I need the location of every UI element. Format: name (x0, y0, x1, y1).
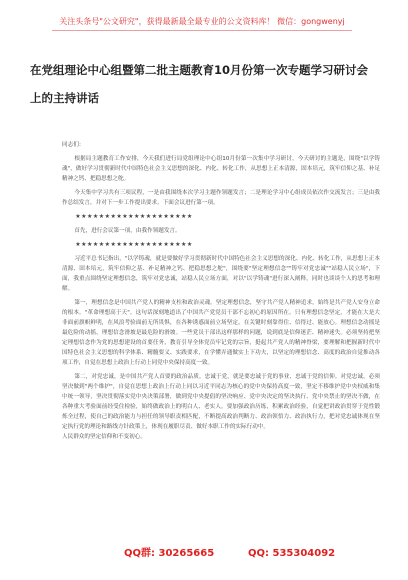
qq-contact-label: QQ: 535304092 (248, 548, 336, 559)
paragraph-tail: 人民群众的坚定信仰和不变初心。 (62, 434, 146, 440)
document-title: 在党组理论中心组暨第二批主题教育10月份第一次专题学习研讨会上的主持讲话 (30, 63, 368, 105)
paragraph-agenda: 今天集中学习共有三项议程，一是由我围绕本次学习主题作领题发言；二是理论学习中心组成员依次作交流发言；三是由我作总结发言，并对下一步工作提出要求。下面会议进行第一项。 (62, 190, 380, 206)
separator-stars: ★★★★★★★★★★★★★★★★★★★★ (75, 213, 193, 220)
top-banner: 关注头条号"公文研究"，获得最新最全最专业的公文资料库！ 微信：gongwenyj (52, 14, 352, 31)
paragraph-section-two: 第二，对党忠诚，是中国共产党人首要的政治品质。忠诚于党，就是要忠诚于党的事业、忠诚于党的信仰。对党忠诚，必须坚决做到"两个维护"，自觉在思想上政治上行动上同以习近平同志为核心的党中央保持高度一致，坚定不移维护党中央权威和集中统一领导，坚决贯彻落实党中央决策部署，做到党中央提倡的坚决响应、党中央决定的坚决执行、党中央禁止的坚决不做，在各种重大考验面前经受住检验，始终做政治上的明白人、老实人。要加强政治历练，积累政治经验，自觉把讲政治贯穿于党性锻炼全过程，使自己的政治能力与担任的领导职责相匹配，不断提高政治判断力、政治领悟力、政治执行力，把对党忠诚体现在坚定执行党的理论和路线方针政策上，体现在履职尽责、做好本职工作的实际行动中。 (62, 374, 380, 430)
document-body (62, 140, 380, 442)
salutation: 同志们： (62, 142, 85, 148)
paragraph-intro: 根据局主题教育工作安排，今天我们进行局党组理论中心组10月份第一次集中学习研讨，今天研讨的主题是，围绕"以学铸魂"，做好学习贯彻新时代中国特色社会主义思想的深化、内化、转化工作，从思想上正本清源，固本培元，筑牢信仰之基、补足精神之钙、把稳思想之舵。 (62, 156, 380, 182)
separator-stars: ★★★★★★★★★★★★★★★★★★★★ (75, 241, 193, 248)
paragraph-section-one: 第一，理想信念是中国共产党人的精神支柱和政治灵魂。坚定理想信念，坚守共产党人精神追求，始终是共产党人安身立命的根本。"革命理想高于天"。这句话深刻地道出了中国共产党党员干部不忘初心的原因所在。只有理想信念坚定，才能在大是大非面前旗帜鲜明，在风浪考验面前无所畏惧，在各种诱惑面前立场坚定，在关键时刻靠得住、信得过、能放心。理想信念动摇是最危险的动摇，理想信念滑坡是最危险的滑坡。一些党员干部出这样那样的问题，说到底是信仰迷茫、精神迷失。必须坚持把坚定理想信念作为党的思想建设的首要任务，教育引导全体党员牢记党的宗旨，挺起共产党人的精神脊梁，要理解和把握新时代中国特色社会主义思想的科学体系、精髓要义、实践要求，在学懂弄通做实上下功夫，以坚定的理想信念、高度的政治自觉推动各项工作，自觉在思想上政治上行动上同党中央保持高度一致。 (62, 300, 380, 366)
qq-group-label: QQ群: 30265665 (124, 548, 215, 559)
footer-contacts (62, 546, 362, 562)
paragraph-first-item: 首先，进行会议第一项，由我作领题发言。 (74, 228, 181, 234)
paragraph-quote: 习近平总书记指出，"以学铸魂，就是要做好学习贯彻新时代中国特色社会主义思想的深化、内化、转化工作，从思想上正本清源、固本培元，筑牢信仰之基、补足精神之钙、把稳思想之舵"，围绕要"坚定理想信念""铸牢对党忠诚""站稳人民立场"，下面，我重点围绕坚定理想信念，筑牢对党忠诚，站稳人民立场方面，对以"以学铸魂"进行深入阐释，同时也谈谈个人的思考和理解。 (62, 256, 380, 292)
